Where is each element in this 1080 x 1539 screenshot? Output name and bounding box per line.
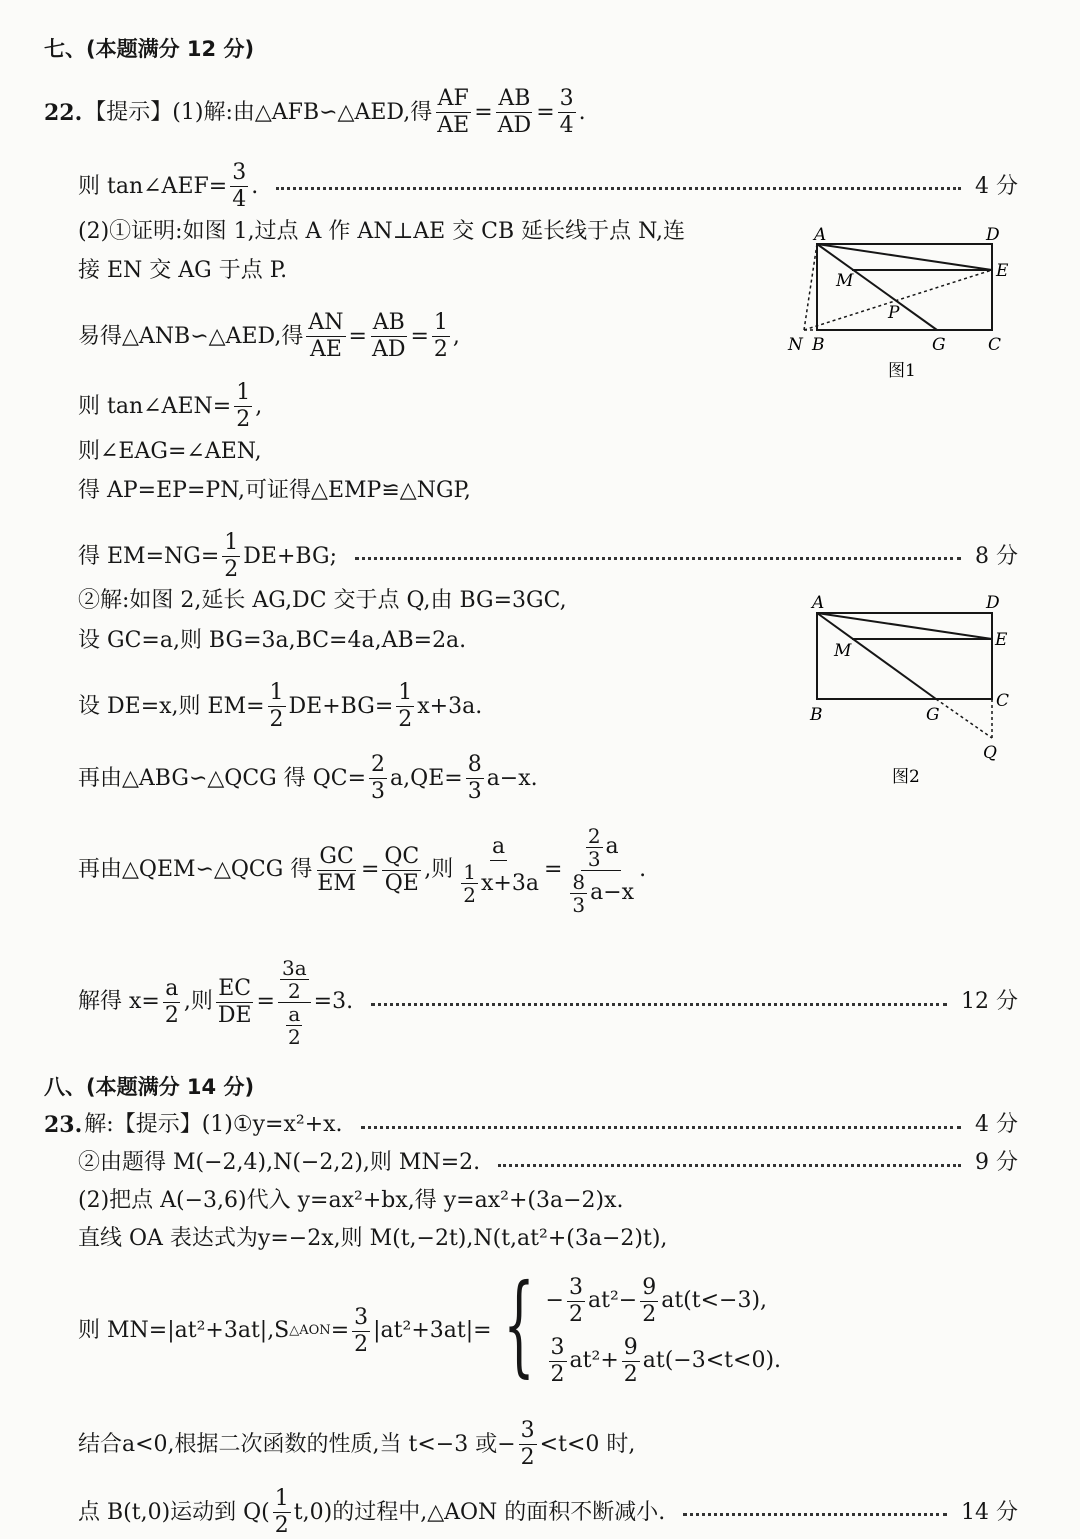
fig2-label-g: G (926, 705, 940, 725)
fraction-qc-qe (382, 844, 421, 897)
frac-num: a (288, 1001, 301, 1026)
fig2-label-b: B (810, 705, 823, 725)
q22-l5-text: 易得△ANB∽△AED,得 (78, 323, 304, 349)
equals: = (360, 857, 380, 882)
q22-l12-text: 设 DE=x,则 EM= (78, 693, 265, 719)
fraction-1-2 (396, 680, 414, 733)
frac-num: EC (218, 975, 252, 1001)
frac-den: 2 (224, 557, 239, 582)
fraction-3-2 (519, 1418, 537, 1471)
equals: = (474, 99, 493, 125)
case-mid: at²− (587, 1288, 638, 1313)
punct: . (578, 99, 586, 125)
frac-num: 9 (623, 1334, 638, 1360)
frac-den: 2 (463, 883, 476, 907)
frac-den: 3 (587, 846, 601, 871)
den-post: x+3a (480, 870, 539, 896)
frac-num: 1 (224, 530, 239, 555)
frac-num: 3 (559, 86, 574, 111)
dot-leader (355, 557, 961, 560)
frac-den (284, 1003, 305, 1048)
q22-line-10: ②解:如图 2,延长 AG,DC 交于点 Q,由 BG=3GC, (78, 588, 567, 613)
q22-l1-text: (1)解:由△AFB∽△AED,得 (172, 99, 433, 125)
frac-num: 2 (371, 752, 386, 777)
q22-l14-then: ,则 (424, 857, 454, 882)
equals: = (536, 99, 555, 125)
fig2-label-a: A (812, 593, 825, 613)
fig1-label-m: M (836, 271, 854, 291)
frac-num: 3 (568, 1274, 583, 1300)
q22-line-5 (78, 310, 460, 363)
frac-den (456, 861, 541, 906)
section-8-heading: 八、(本题满分 14 分) (44, 1075, 255, 1099)
complex-fraction-ratio (278, 957, 311, 1048)
left-brace: { (502, 1260, 535, 1388)
frac-num: 8 (572, 869, 586, 894)
frac-den: 3 (572, 892, 586, 917)
frac-den: AD (497, 113, 532, 138)
q22-l15-text: 解得 x= (78, 989, 160, 1014)
fraction-9-2 (622, 1335, 640, 1388)
frac-den: 2 (433, 337, 448, 362)
fraction-1-2 (222, 530, 240, 583)
fig2-label-m: M (834, 641, 852, 661)
q23-l6-text: 结合a<0,根据二次函数的性质,当 t<−3 或− (78, 1431, 516, 1457)
fig1-caption: 图1 (888, 361, 916, 381)
case-1 (546, 1271, 781, 1331)
fraction-3a-2 (280, 957, 309, 1002)
case-post: at(t<−3), (661, 1288, 768, 1313)
frac-num: 3 (550, 1334, 565, 1360)
q22-l13-post: a−x. (486, 765, 538, 791)
frac-den: 2 (550, 1361, 565, 1387)
q22-number: 22. (44, 99, 83, 126)
equals: = (410, 323, 429, 349)
frac-num: 1 (236, 380, 251, 405)
punct: , (255, 393, 263, 419)
frac-num: AF (437, 86, 469, 111)
fraction-gc-em (315, 844, 358, 897)
figure-2 (790, 588, 1040, 788)
q22-l9-post: DE+BG; (243, 543, 337, 569)
frac-num: 3 (520, 1418, 535, 1443)
frac-den: 2 (354, 1331, 369, 1357)
q22-line-14 (78, 810, 646, 930)
fig2-label-c: C (996, 691, 1010, 711)
q23-hint-tag: 【提示】 (113, 1112, 202, 1137)
frac-num (581, 825, 621, 871)
q23-l7-post: t,0)的过程中,△AON 的面积不断减小. (293, 1499, 666, 1525)
den-post: a−x (590, 880, 635, 905)
q22-line-4: 接 EN 交 AG 于点 P. (78, 258, 288, 283)
q23-l1-pre: 解: (84, 1112, 114, 1137)
fraction-1-2 (432, 310, 450, 363)
fig1-label-n: N (788, 335, 803, 355)
frac-num: AN (308, 310, 344, 335)
equals: = (330, 1318, 350, 1343)
frac-den: EM (317, 870, 356, 896)
frac-den: 2 (520, 1445, 535, 1470)
fig1-label-p: P (888, 303, 900, 323)
q23-l5-text: 则 MN=|at²+3at|,S (78, 1318, 290, 1343)
q23-l5-abs: |at²+3at|= (373, 1318, 492, 1343)
frac-den: 2 (642, 1301, 657, 1327)
fraction-1-2 (461, 861, 478, 906)
q23-l7-text: 点 B(t,0)运动到 Q( (78, 1499, 270, 1525)
fig2-label-e: E (995, 630, 1008, 650)
q22-line-1 (44, 86, 586, 139)
q22-l6-text: 则 tan∠AEN= (78, 393, 232, 419)
fraction-2-3 (586, 825, 603, 870)
frac-den: 4 (559, 113, 574, 138)
frac-num: 1 (433, 310, 448, 335)
frac-num: a (492, 834, 506, 859)
fig2-label-d: D (986, 593, 1000, 613)
subscript-aon: △AON (289, 1323, 331, 1338)
equals: = (256, 989, 275, 1014)
score-12: 12 分 (961, 989, 1018, 1014)
q22-l2-text: 则 tan∠AEF= (78, 173, 228, 199)
q22-hint-tag: 【提示】 (84, 99, 173, 125)
frac-num: 1 (269, 680, 284, 705)
fraction-ab-ad (496, 86, 534, 139)
frac-num: GC (319, 843, 354, 869)
frac-den: 2 (287, 1024, 301, 1049)
frac-num: QC (384, 843, 420, 869)
q22-line-8: 得 AP=EP=PN,可证得△EMP≌△NGP, (78, 478, 471, 503)
q22-line-3: (2)①证明:如图 1,过点 A 作 AN⊥AE 交 CB 延长线于点 N,连 (78, 219, 686, 244)
fig1-label-e: E (996, 261, 1009, 281)
q23-l1-text: (1)①y=x²+x. (201, 1112, 343, 1137)
frac-den: AD (371, 337, 406, 362)
frac-den: DE (217, 1002, 252, 1028)
punct: , (452, 323, 460, 349)
equals: = (348, 323, 367, 349)
complex-fraction-left (456, 834, 541, 906)
q22-l14-text: 再由△QEM∽△QCG 得 (78, 857, 313, 882)
fraction-3-2 (567, 1275, 585, 1328)
case-2 (546, 1331, 781, 1391)
frac-den: AE (309, 337, 342, 362)
score-14: 14 分 (961, 1499, 1018, 1525)
fraction-3-4 (230, 160, 248, 213)
fig1-label-b: B (812, 335, 825, 355)
q23-line-3: (2)把点 A(−3,6)代入 y=ax²+bx,得 y=ax²+(3a−2)x. (78, 1188, 624, 1213)
frac-num: AB (498, 86, 531, 111)
minus: − (545, 1288, 564, 1313)
q23-line-2 (78, 1148, 1018, 1178)
q22-l9-text: 得 EM=NG= (78, 543, 220, 569)
fig2-caption: 图2 (892, 767, 920, 787)
frac-num: 1 (398, 680, 413, 705)
section-7-heading: 七、(本题满分 12 分) (44, 37, 255, 61)
q22-line-12 (78, 680, 482, 733)
fraction-3-2 (352, 1305, 370, 1358)
fraction-ec-de (216, 976, 254, 1029)
frac-num: 8 (467, 752, 482, 777)
frac-num: 9 (642, 1274, 657, 1300)
cases (546, 1269, 781, 1393)
frac-num: 3 (354, 1304, 369, 1330)
frac-den: QE (384, 870, 419, 896)
dot-leader (683, 1513, 947, 1516)
dot-leader (276, 187, 961, 190)
fig1-label-g: G (932, 335, 946, 355)
q22-line-2 (78, 160, 1018, 213)
fraction-8-3 (570, 871, 587, 916)
fraction-8-3 (466, 752, 484, 805)
frac-num: 1 (463, 860, 476, 884)
fraction-1-2 (234, 380, 252, 433)
punct: . (639, 857, 647, 882)
num-post: a (605, 834, 619, 859)
frac-num: 3a (281, 955, 307, 980)
dot-leader (361, 1126, 961, 1129)
fig2-label-q: Q (983, 743, 997, 763)
score-4: 4 分 (975, 1112, 1018, 1137)
fig1-label-d: D (986, 225, 1000, 245)
fraction-2-3 (369, 752, 387, 805)
frac-den: 2 (287, 978, 301, 1003)
fraction-1-2 (273, 1486, 291, 1539)
score-9: 9 分 (975, 1150, 1018, 1175)
fig1-label-c: C (988, 335, 1002, 355)
fig1-line-ag (817, 244, 937, 330)
fig2-line-gq (936, 699, 992, 738)
fraction-3-2 (549, 1335, 567, 1388)
q22-l13-mid: a,QE= (390, 765, 463, 791)
q22-line-9 (78, 530, 1018, 583)
dot-leader (371, 1003, 947, 1006)
frac-den: 3 (371, 779, 386, 804)
frac-num: a (165, 975, 179, 1001)
q22-line-11: 设 GC=a,则 BG=3a,BC=4a,AB=2a. (78, 628, 467, 653)
q22-line-7: 则∠EAG=∠AEN, (78, 439, 262, 464)
frac-den: 2 (164, 1002, 179, 1028)
frac-den: 2 (274, 1513, 289, 1538)
q22-line-15 (78, 942, 1018, 1062)
fraction-ab-ad (370, 310, 408, 363)
q22-l12-mid: DE+BG= (288, 693, 394, 719)
fraction-1-2 (268, 680, 286, 733)
equals: = (543, 857, 563, 882)
case-mid: at²+ (569, 1348, 619, 1373)
piecewise (492, 1260, 782, 1393)
q22-l15-then: ,则 (183, 989, 213, 1014)
fig1-line-ae (817, 244, 992, 270)
q23-l2-text: ②由题得 M(−2,4),N(−2,2),则 MN=2. (78, 1150, 481, 1175)
figure-1 (780, 218, 1040, 388)
fraction-a-2 (163, 976, 181, 1029)
frac-den: AE (437, 113, 470, 138)
complex-fraction-right (565, 825, 636, 916)
q23-line-4: 直线 OA 表达式为y=−2x,则 M(t,−2t),N(t,at²+(3a−2)t), (78, 1226, 668, 1251)
q23-line-6 (78, 1418, 635, 1471)
q22-l12-post: x+3a. (417, 693, 483, 719)
score-8: 8 分 (975, 543, 1018, 569)
fraction-3-4 (558, 86, 576, 139)
q23-line-5 (78, 1260, 782, 1396)
frac-num (278, 957, 311, 1003)
frac-den: 3 (467, 779, 482, 804)
frac-num: 3 (232, 160, 247, 185)
q23-l6-post: <t<0 时, (539, 1431, 636, 1457)
fraction-9-2 (640, 1275, 658, 1328)
fraction-af-ae (435, 86, 471, 139)
frac-den (565, 871, 636, 916)
case-post: at(−3<t<0). (642, 1348, 782, 1373)
fraction-an-ae (306, 310, 345, 363)
score-4: 4 分 (975, 173, 1018, 199)
q23-number: 23. (44, 1112, 83, 1138)
frac-num: 1 (274, 1486, 289, 1511)
frac-den: 2 (623, 1361, 638, 1387)
frac-den: 4 (232, 187, 247, 212)
frac-num: 2 (587, 823, 601, 848)
fig1-label-a: A (814, 225, 827, 245)
frac-den: 2 (398, 707, 413, 732)
frac-den: 2 (269, 707, 284, 732)
q22-l13-text: 再由△ABG∽△QCG 得 QC= (78, 765, 367, 791)
q23-line-1 (44, 1110, 1018, 1140)
frac-num: AB (372, 310, 405, 335)
punct: . (251, 173, 259, 199)
frac-den: 2 (568, 1301, 583, 1327)
q22-l15-result: =3. (313, 989, 354, 1014)
frac-den: 2 (236, 407, 251, 432)
q23-line-7 (78, 1486, 1018, 1539)
dot-leader (498, 1164, 961, 1167)
fig1-line-an (804, 244, 817, 330)
fraction-a-2 (286, 1003, 303, 1048)
q22-line-13 (78, 752, 538, 805)
fig2-line-ae (817, 613, 992, 639)
q22-line-6 (78, 380, 262, 433)
